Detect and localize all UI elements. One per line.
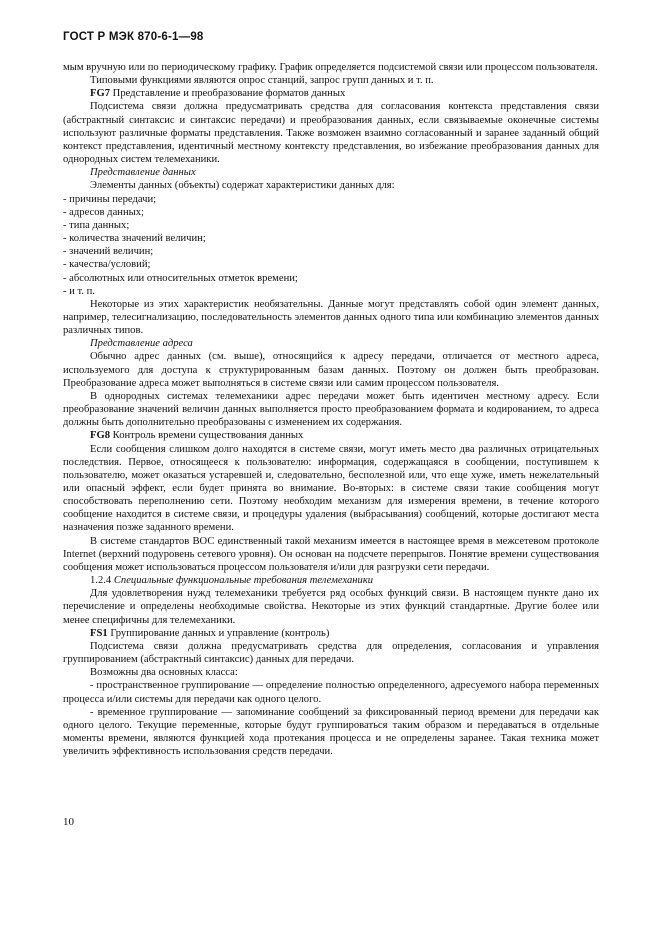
- page-header: ГОСТ Р МЭК 870-6-1—98: [63, 31, 204, 43]
- list-item: - причины передачи;: [63, 193, 157, 205]
- paragraph-fg7: Подсистема связи должна предусматривать средства для согласования контекста представления связи (абстрактный синтаксис и синтаксис передачи) и преобразования данных, если связываемые оконечные системы используют различные форматы представления. Также возможен взаимно согласованный и заранее заданный общий контекст представления, идентичный местному контексту представления, во избежание преобразования данных для однородных систем телемеханики.: [63, 101, 599, 166]
- fg7-title: Представление и преобразование форматов данных: [110, 88, 346, 100]
- paragraph-spatial-grouping: - пространственное группирование — определение полностью определенного, адресуемого набора переменных процесса и/или системы для передачи как одного целого.: [63, 680, 599, 705]
- list-item: - абсолютных или относительных отметок времени;: [63, 272, 298, 284]
- paragraph-optional-characteristics: Некоторые из этих характеристик необязательны. Данные могут представлять собой один элемент данных, например, телесигнализацию, последовательность элементов данных одного типа или комбинацию элементов данных различных типов.: [63, 298, 599, 337]
- list-item: - и т. п.: [63, 285, 95, 297]
- heading-fs1: [63, 627, 599, 640]
- paragraph-two-classes: Возможны два основных класса:: [90, 667, 238, 679]
- paragraph-fg8: Если сообщения слишком долго находятся в системе связи, могут иметь место два различных отрицательных последствия. Первое, относящееся к пользователю: информация, содержащаяся в сообщении, поступившем к пользователю, может оказаться устаревшей и, следовательно, бесполезной или, что еще хуже, иметь нежелательный или опасный эффект, если будет принята во внимание. Во-вторых: в системе связи такие сообщения могут способствовать переполнению сети. Поэтому необходим механизм для измерения времени, в течение которого сообщение находится в системе связи, и процедуры удаления (выбрасывания) сообщений, которые достигают места назначения позже заданного времени.: [63, 443, 599, 534]
- heading-fg7: [63, 87, 599, 100]
- paragraph-osi: В системе стандартов ВОС единственный такой механизм имеется в настоящее время в межсетевом протоколе Internet (верхний подуровень сетевого уровня). Он основан на подсчете перепрыгов. Понятие времени существования сообщения может использоваться процессом пользователя и/или для разгрузки сети передачи.: [63, 535, 599, 573]
- heading-fg8: [63, 429, 599, 442]
- paragraph-data-elements: Элементы данных (объекты) содержат характеристики данных для:: [90, 180, 395, 192]
- fg7-code: FG7: [90, 88, 111, 100]
- section-title: Специальные функциональные требования телемеханики: [113, 575, 374, 587]
- fg8-code: FG8: [90, 430, 111, 442]
- list-item: - количества значений величин;: [63, 233, 206, 245]
- paragraph-temporal-grouping: - временное группирование — запоминание сообщений за фиксированный период времени для передачи как одного целого. Текущие переменные, которые будут группироваться таким образом и передаваться в отдельные моменты времени, являются функцией хода протекания процесса и не определены заранее. Такая техника может увеличить эффективность использования средств передачи.: [63, 706, 599, 758]
- fs1-code: FS1: [90, 627, 108, 639]
- paragraph-typical-functions: Типовыми функциями являются опрос станций, запрос групп данных и т. п.: [90, 75, 434, 87]
- document-body: [63, 61, 599, 758]
- page-number: 10: [63, 816, 74, 828]
- paragraph-homogeneous-systems: В однородных системах телемеханики адрес передачи может быть идентичен местному адресу. Если преобразование значений величин данных выполняется просто преобразованием формата и кодированием, то адреса должны быть дополнительно преобразованы с изменением их содержания.: [63, 390, 599, 429]
- fg8-title: Контроль времени существования данных: [110, 430, 304, 442]
- heading-data-representation: Представление данных: [90, 167, 196, 179]
- paragraph-special-functions: Для удовлетворения нужд телемеханики требуется ряд особых функций связи. В настоящем пункте дано их перечисление и определены необходимые свойства. Некоторые из этих функций стандартные. Другие более или менее специфичны для телемеханики.: [63, 588, 599, 626]
- list-item: - значений величин;: [63, 246, 154, 258]
- list-item: - качества/условий;: [63, 259, 151, 271]
- list-item: - типа данных;: [63, 219, 130, 231]
- heading-section-1-2-4: [63, 574, 599, 587]
- paragraph-fs1: Подсистема связи должна предусматривать средства для определения, согласования и управления группированием (абстрактный синтаксис) данных для передачи.: [63, 640, 599, 666]
- paragraph-address: Обычно адрес данных (см. выше), относящийся к адресу передачи, отличается от местного адреса, используемого для доступа к структурированным базам данных. Поэтому он должен быть преобразован. Преобразование адреса может выполняться в системе связи или самим процессом пользователя.: [63, 351, 599, 389]
- paragraph-continued: мым вручную или по периодическому графику. График определяется подсистемой связи или процессом пользователя.: [63, 62, 598, 73]
- fs1-title: Группирование данных и управление (контроль): [107, 627, 330, 639]
- heading-address-representation: Представление адреса: [90, 338, 193, 350]
- list-item: - адресов данных;: [63, 206, 144, 218]
- section-number: 1.2.4: [90, 575, 114, 587]
